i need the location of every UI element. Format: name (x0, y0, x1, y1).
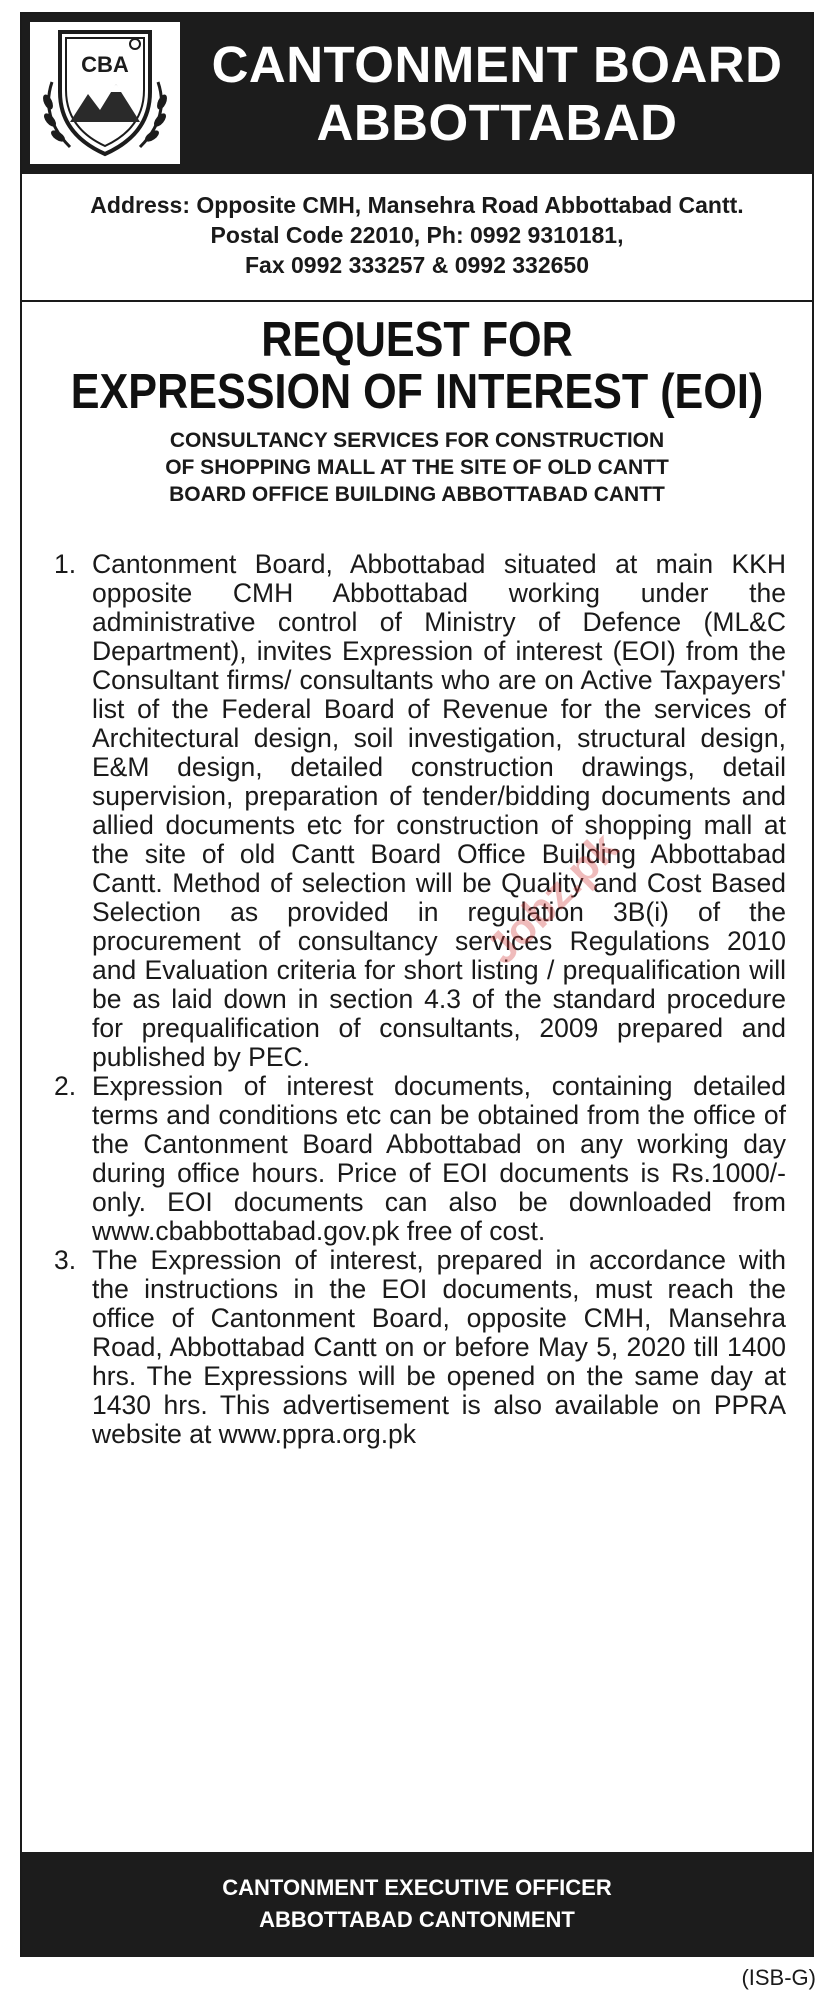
item-text: Cantonment Board, Abbottabad situated at main KKH opposite CMH Abbottabad working under the administrative control of Ministry of Defence (ML&C Department), invites Expression of interest (EOI) from the Consultant firms/ consultants who are on Active Taxpayers' list of the Federal Board of Revenue for the services of Architectural design, soil investigation, structural design, E&M design, detailed construction drawings, detail supervision, preparation of tender/bidding documents and allied documents etc for construction of shopping mall at the site of old Cantt Board Office Building Abbottabad Cantt. Method of selection will be Quality and Cost Based Selection as provided in regulation 3B(i) of the procurement of consultancy services Regulations 2010 and Evaluation criteria for short listing / prequalification will be as laid down in section 4.3 of the standard procedure for prequalification of consultants, 2009 prepared and published by PEC. (92, 549, 786, 1072)
signatory-line2: ABBOTTABAD CANTONMENT (259, 1907, 575, 1932)
heading-line1: REQUEST FOR (261, 313, 573, 367)
header-bar (22, 14, 812, 174)
list-item (54, 1072, 786, 1246)
notice-subheading (22, 427, 812, 508)
signatory (22, 1872, 812, 1936)
advertisement-frame (20, 12, 814, 1957)
list-item (54, 1246, 786, 1449)
heading-line2: EXPRESSION OF INTEREST (EOI) (70, 365, 764, 419)
cba-logo (30, 22, 180, 164)
subheading-line1: CONSULTANCY SERVICES FOR CONSTRUCTION (169, 429, 665, 452)
list-item (54, 550, 786, 1072)
notice-body (54, 550, 786, 1449)
item-text: Expression of interest documents, containing detailed terms and conditions etc can be obtained from the office of the Cantonment Board Abbottabad on any working day during office hours. Price of EOI documents is Rs.1000/- only. EOI documents can also be downloaded from www.cbabbottabad.gov.pk free of cost. (92, 1071, 786, 1246)
notice-heading (69, 314, 764, 418)
subheading-line2: OF SHOPPING MALL AT THE SITE OF OLD CANTT (165, 456, 669, 479)
divider (22, 300, 812, 302)
subheading-line3: BOARD OFFICE BUILDING ABBOTTABAD CANTT (169, 483, 665, 506)
footer-bar (22, 1852, 812, 1957)
cba-emblem-icon (30, 22, 180, 164)
address-line1: Address: Opposite CMH, Mansehra Road Abbottabad Cantt. (90, 192, 744, 218)
item-number: 3. (54, 1245, 77, 1275)
board-title-line1: CANTONMENT BOARD (211, 36, 783, 93)
address-block (22, 190, 812, 280)
item-text: The Expression of interest, prepared in accordance with the instructions in the EOI documents, must reach the office of Cantonment Board, opposite CMH, Mansehra Road, Abbottabad Cantt on or before May 5, 2020 till 1400 hrs. The Expressions will be opened on the same day at 1430 hrs. This advertisement is also available on PPRA website at www.ppra.org.pk (92, 1245, 786, 1449)
watermark: Jobz.pk (477, 823, 628, 974)
ad-code: (ISB-G) (741, 1965, 816, 1990)
board-title-line2: ABBOTTABAD (316, 94, 678, 151)
board-title (187, 36, 807, 152)
item-number: 2. (54, 1071, 77, 1101)
logo-text: CBA (81, 52, 129, 77)
item-number: 1. (54, 549, 77, 579)
address-line2: Postal Code 22010, Ph: 0992 9310181, (210, 222, 624, 248)
address-line3: Fax 0992 333257 & 0992 332650 (244, 252, 590, 278)
signatory-line1: CANTONMENT EXECUTIVE OFFICER (222, 1875, 612, 1900)
